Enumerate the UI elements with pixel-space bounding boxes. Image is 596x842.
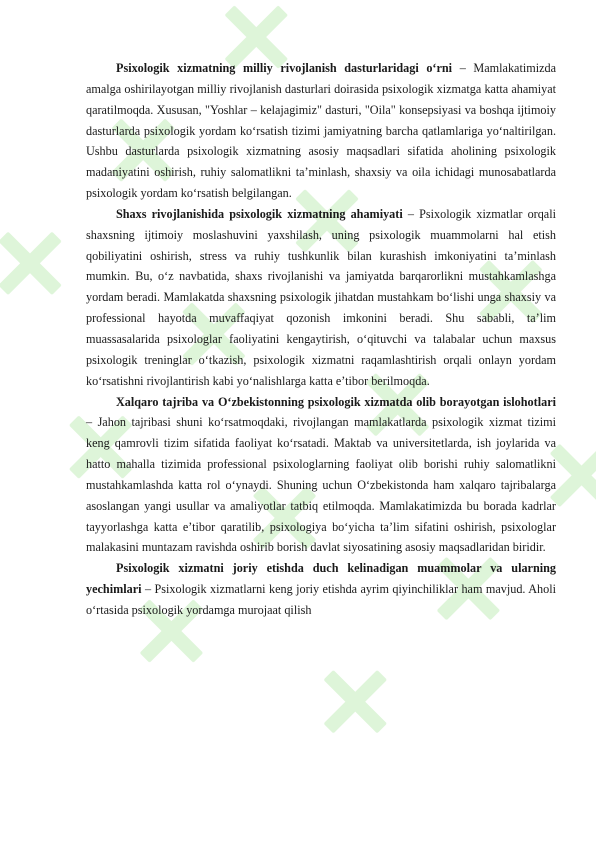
paragraph-text: – Jahon tajribasi shuni ko‘rsatmoqdaki, rivojlangan mamlakatlarda psixologik xizmat tizimi keng qamrovli tizim sifatida faoliyat ko‘rsatadi. Maktab va universitetlarda, ish joylarida va hatto mahalla tizimida professional psixologlarning faoliyat olib borishi ruhiy salomatlikni mustahkamlashda katta rol o‘ynaydi. Shuning uchun O‘zbekistonda ham xalqaro tajribalarga asoslangan yangi usullar va amaliyotlar tatbiq etilmoqda. Mamlakatimizda bu borada kadrlar tayyorlashga katta e’tibor qaratilib, psixologiya bo‘yicha ta’lim sifatini oshirish, psixologlar malakasini muntazam ravishda oshirib borish davlat siyosatining asosiy maqsadlaridan biridir.	[86, 415, 556, 555]
paragraph-text: – Mamlakatimizda amalga oshirilayotgan milliy rivojlanish dasturlari doirasida psixologik xizmatga katta ahamiyat qaratilmoqda. Xususan, "Yoshlar – kelajagimiz" dasturi, "Oila" konsepsiyasi va boshqa ijtimoiy dasturlarda psixologik yordam ko‘rsatish tizimi jamiyatning barcha qatlamlariga yo‘naltirilgan. Ushbu dasturlarda psixologik xizmatning asosiy maqsadlari sifatida aholining psixologik madaniyatini oshirish, ruhiy salomatlikni ta’minlash, shaxsiy va oila ichidagi munosabatlarda psixologik yordam ko‘rsatish belgilangan.	[86, 61, 556, 201]
paragraph-national-programs	[86, 58, 556, 204]
paragraph-problems-solutions	[86, 558, 556, 621]
paragraph-heading: Shaxs rivojlanishida psixologik xizmatning ahamiyati	[116, 206, 403, 221]
paragraph-heading: Psixologik xizmatni joriy etishda duch kelinadigan muammolar va ularning yechimlari	[86, 561, 556, 597]
document-body	[86, 58, 556, 621]
paragraph-international-experience	[86, 392, 556, 559]
paragraph-heading: Psixologik xizmatning milliy rivojlanish dasturlaridagi o‘rni	[116, 61, 453, 75]
paragraph-heading: Xalqaro tajriba va O‘zbekistonning psixologik xizmatda olib borayotgan islohotlari	[116, 394, 556, 409]
paragraph-text: – Psixologik xizmatlarni keng joriy etishda ayrim qiyinchiliklar ham mavjud. Aholi o‘rtasida psixologik yordamga murojaat qilish	[86, 582, 556, 617]
paragraph-personal-development	[86, 204, 556, 392]
paragraph-text: – Psixologik xizmatlar orqali shaxsning ijtimoiy moslashuvini yaxshilash, uning psixologik muammolarni hal etish qobiliyatini oshirish, stress va ruhiy tushkunlik bilan kurashish imkoniyatini ta’minlash mumkin. Bu, o‘z navbatida, shaxs rivojlanishi va jamiyatda barqarorlikni mustahkamlashga yordam beradi. Mamlakatda shaxsning psixologik jihatdan mustahkam bo‘lishi unga shaxsiy va professional hayotda muvaffaqiyat qozonish imkonini beradi. Shu sababli, ta’lim muassasalarida psixologlar faoliyatini kengaytirish, o‘qituvchi va talabalar uchun maxsus psixologik treninglar o‘tkazish, psixologik xizmatni raqamlashtirish orqali onlayn yordam ko‘rsatishni rivojlantirish kabi yo‘nalishlarga katta e’tibor berilmoqda.	[86, 206, 556, 388]
